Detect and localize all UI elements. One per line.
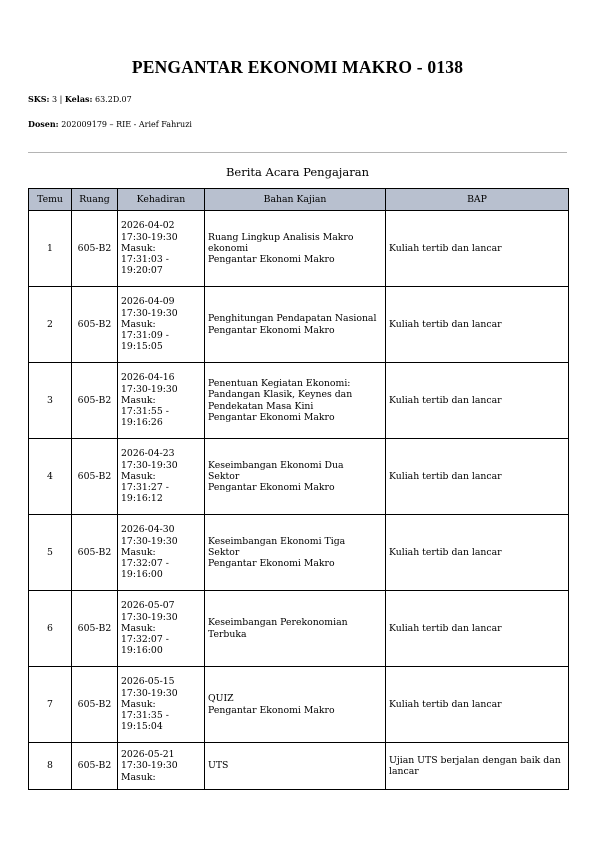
header-bahan-kajian: Bahan Kajian: [205, 189, 386, 211]
bahan-kajian-line: Ruang Lingkup Analisis Makro: [208, 231, 354, 243]
dosen-value: 202009179 – RIE - Arief Fahruzi: [61, 120, 192, 129]
kehadiran-line: 2026-05-07: [121, 600, 175, 612]
kehadiran-line: 2026-04-30: [121, 524, 175, 536]
cell-bap: Kuliah tertib dan lancar: [386, 287, 569, 363]
bahan-kajian-line: Pengantar Ekonomi Makro: [208, 704, 335, 716]
cell-kehadiran: [118, 363, 205, 439]
bahan-kajian-line: Keseimbangan Ekonomi Dua: [208, 459, 344, 471]
cell-ruang: 605-B2: [72, 439, 118, 515]
header-bap: BAP: [386, 189, 569, 211]
cell-temu: 2: [29, 287, 72, 363]
table-row: [29, 211, 569, 287]
header-ruang: Ruang: [72, 189, 118, 211]
kehadiran-line: Masuk:: [121, 771, 156, 783]
divider: [28, 152, 567, 153]
kehadiran-line: 17:30-19:30: [121, 459, 178, 471]
course-title: PENGANTAR EKONOMI MAKRO - 0138: [131, 57, 464, 77]
kehadiran-line: Masuk:: [121, 622, 156, 634]
cell-temu: 6: [29, 591, 72, 667]
cell-bahan-kajian: [205, 743, 386, 790]
kehadiran-line: Masuk:: [121, 698, 156, 710]
kehadiran-line: 17:31:09 -: [121, 330, 169, 342]
kehadiran-line: 17:32:07 -: [121, 634, 169, 646]
cell-bap: Kuliah tertib dan lancar: [386, 211, 569, 287]
kehadiran-line: 17:30-19:30: [121, 231, 178, 243]
kehadiran-line: 17:30-19:30: [121, 760, 178, 772]
cell-temu: 5: [29, 515, 72, 591]
bahan-kajian-line: Sektor: [208, 546, 240, 558]
kehadiran-line: 19:15:05: [121, 341, 163, 353]
kehadiran-line: 17:30-19:30: [121, 535, 178, 547]
cell-bahan-kajian: [205, 363, 386, 439]
cell-bahan-kajian: [205, 667, 386, 743]
bahan-kajian-line: ekonomi: [208, 242, 249, 254]
cell-bahan-kajian: [205, 211, 386, 287]
bahan-kajian-line: Keseimbangan Perekonomian: [208, 617, 348, 629]
cell-ruang: 605-B2: [72, 515, 118, 591]
cell-bahan-kajian: [205, 591, 386, 667]
bahan-kajian-line: Pengantar Ekonomi Makro: [208, 411, 335, 423]
table-row: [29, 515, 569, 591]
kehadiran-line: 2026-05-15: [121, 676, 175, 688]
cell-ruang: 605-B2: [72, 743, 118, 790]
table-row: [29, 667, 569, 743]
table-row: [29, 287, 569, 363]
kehadiran-line: 19:20:07: [121, 265, 163, 277]
cell-kehadiran: [118, 287, 205, 363]
bahan-kajian-line: Pandangan Klasik, Keynes dan: [208, 389, 353, 401]
cell-kehadiran: [118, 591, 205, 667]
bahan-kajian-line: Pengantar Ekonomi Makro: [208, 558, 335, 570]
kehadiran-line: 19:16:26: [121, 417, 163, 429]
cell-ruang: 605-B2: [72, 591, 118, 667]
table-header-row: [29, 189, 569, 211]
kehadiran-line: 2026-04-02: [121, 220, 175, 232]
bahan-kajian-line: Penentuan Kegiatan Ekonomi:: [208, 377, 351, 389]
kehadiran-line: Masuk:: [121, 242, 156, 254]
cell-bap: Ujian UTS berjalan dengan baik dan lancar: [386, 743, 569, 790]
kehadiran-line: 19:16:00: [121, 645, 163, 657]
section-title: Berita Acara Pengajaran: [225, 165, 369, 179]
cell-kehadiran: [118, 667, 205, 743]
dosen-label: Dosen:: [28, 119, 59, 129]
kehadiran-line: 17:30-19:30: [121, 383, 178, 395]
cell-bahan-kajian: [205, 515, 386, 591]
kehadiran-line: 2026-04-16: [121, 372, 175, 384]
header-temu: Temu: [29, 189, 72, 211]
cell-bahan-kajian: [205, 439, 386, 515]
lecturer-line: [28, 119, 192, 130]
kelas-value: 63.2D.07: [95, 95, 132, 104]
bahan-kajian-line: QUIZ: [208, 693, 234, 705]
cell-temu: 1: [29, 211, 72, 287]
cell-kehadiran: [118, 211, 205, 287]
bahan-kajian-line: UTS: [208, 760, 229, 772]
bahan-kajian-line: Pendekatan Masa Kini: [208, 400, 314, 412]
kehadiran-line: Masuk:: [121, 394, 156, 406]
table-row: [29, 363, 569, 439]
table-row: [29, 743, 569, 790]
kehadiran-line: 19:15:04: [121, 721, 163, 733]
bahan-kajian-line: Pengantar Ekonomi Makro: [208, 324, 335, 336]
sks-value: 3: [52, 95, 58, 104]
kehadiran-line: 17:31:35 -: [121, 710, 169, 722]
kehadiran-line: 17:30-19:30: [121, 307, 178, 319]
cell-ruang: 605-B2: [72, 211, 118, 287]
header-kehadiran: Kehadiran: [118, 189, 205, 211]
course-info-line: [28, 94, 132, 105]
cell-temu: 4: [29, 439, 72, 515]
cell-temu: 8: [29, 743, 72, 790]
info-separator: |: [59, 95, 63, 104]
kehadiran-line: 17:30-19:30: [121, 687, 178, 699]
bap-table: [28, 188, 569, 790]
cell-bahan-kajian: [205, 287, 386, 363]
cell-kehadiran: [118, 743, 205, 790]
cell-ruang: 605-B2: [72, 667, 118, 743]
bahan-kajian-line: Pengantar Ekonomi Makro: [208, 254, 335, 266]
cell-bap: Kuliah tertib dan lancar: [386, 363, 569, 439]
kehadiran-line: 17:31:27 -: [121, 482, 169, 494]
bahan-kajian-line: Pengantar Ekonomi Makro: [208, 482, 335, 494]
cell-temu: 3: [29, 363, 72, 439]
kehadiran-line: 17:31:03 -: [121, 254, 169, 266]
bahan-kajian-line: Keseimbangan Ekonomi Tiga: [208, 535, 346, 547]
kehadiran-line: 2026-04-09: [121, 296, 175, 308]
kelas-label: Kelas:: [64, 94, 93, 104]
table-row: [29, 591, 569, 667]
cell-ruang: 605-B2: [72, 287, 118, 363]
bahan-kajian-line: Penghitungan Pendapatan Nasional: [208, 313, 377, 325]
kehadiran-line: 2026-04-23: [121, 448, 175, 460]
kehadiran-line: 19:16:00: [121, 569, 163, 581]
sks-label: SKS:: [28, 94, 50, 104]
kehadiran-line: 19:16:12: [121, 493, 163, 505]
table-row: [29, 439, 569, 515]
kehadiran-line: Masuk:: [121, 470, 156, 482]
bahan-kajian-line: Sektor: [208, 470, 240, 482]
kehadiran-line: 2026-05-21: [121, 749, 175, 761]
bahan-kajian-line: Terbuka: [208, 628, 247, 640]
cell-kehadiran: [118, 439, 205, 515]
kehadiran-line: Masuk:: [121, 318, 156, 330]
kehadiran-line: 17:30-19:30: [121, 611, 178, 623]
kehadiran-line: Masuk:: [121, 546, 156, 558]
kehadiran-line: 17:31:55 -: [121, 406, 169, 418]
cell-bap: Kuliah tertib dan lancar: [386, 591, 569, 667]
cell-temu: 7: [29, 667, 72, 743]
cell-ruang: 605-B2: [72, 363, 118, 439]
cell-bap: Kuliah tertib dan lancar: [386, 515, 569, 591]
cell-bap: Kuliah tertib dan lancar: [386, 439, 569, 515]
cell-bap: Kuliah tertib dan lancar: [386, 667, 569, 743]
cell-kehadiran: [118, 515, 205, 591]
kehadiran-line: 17:32:07 -: [121, 558, 169, 570]
